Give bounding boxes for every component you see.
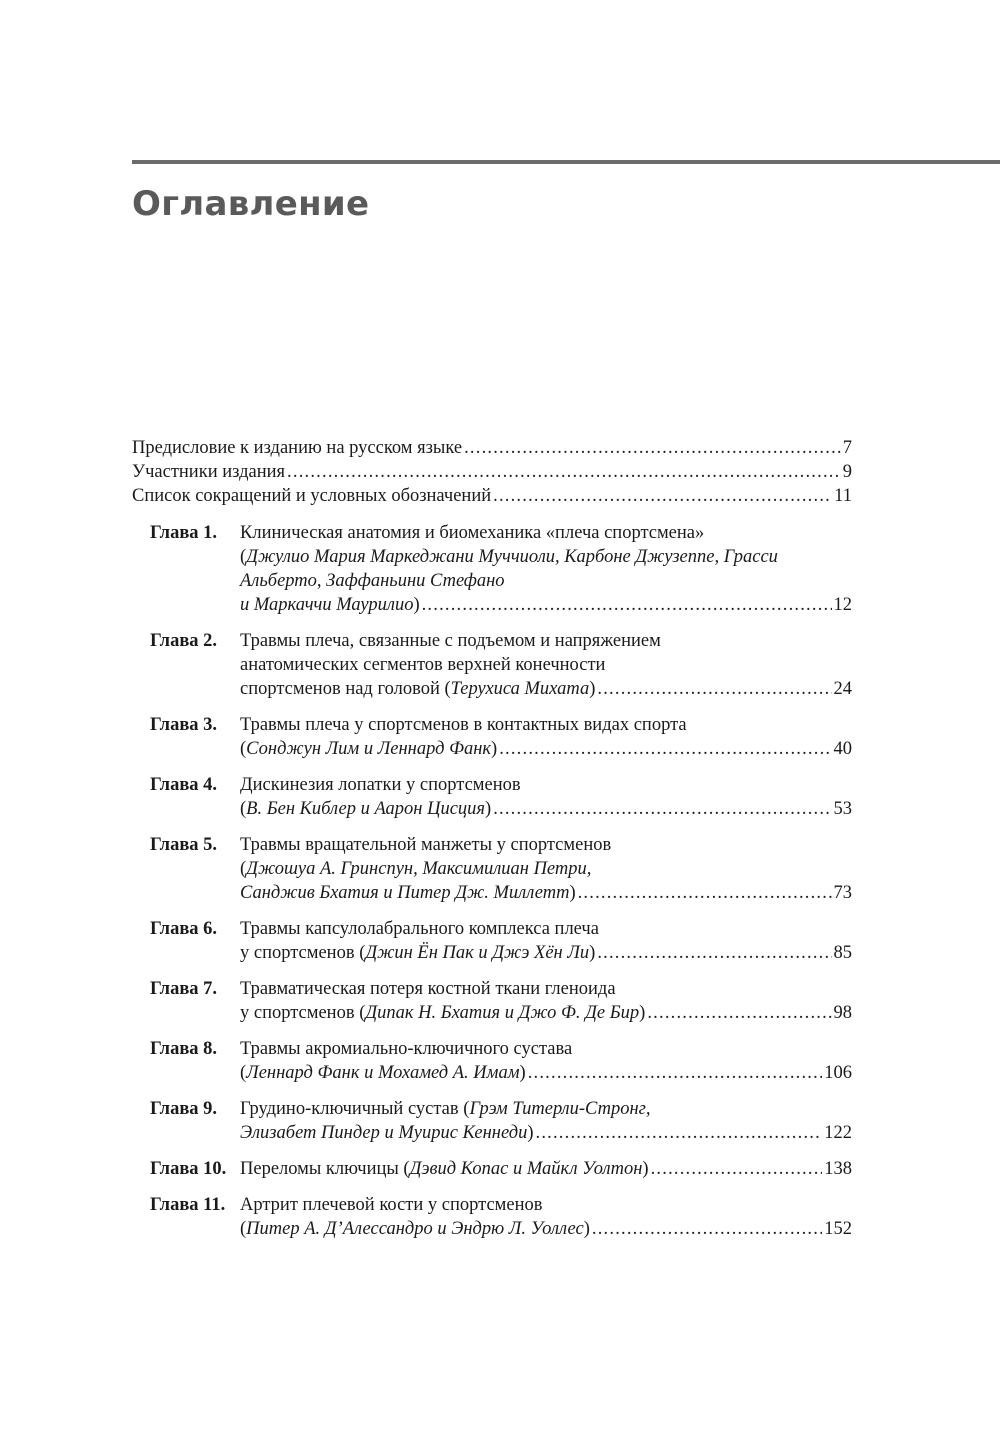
- chapter-authors: Санджив Бхатия и Питер Дж. Миллетт: [240, 883, 570, 903]
- leader-dots: [597, 941, 831, 965]
- toc-chapter-11[interactable]: Глава 11. Артрит плечевой кости у спортсменов (Питер А. Д’Алессандро и Эндрю Л. Уоллес) ..... 152: [132, 1193, 852, 1241]
- toc-chapter-6[interactable]: Глава 6. Травмы капсулолабрального комплекса плеча у спортсменов (Джин Ён Пак и Джэ Хён Ли) ..... 85: [132, 917, 852, 965]
- chapter-authors: Элизабет Пиндер и Муирис Кеннеди: [240, 1123, 528, 1143]
- toc-page-number: 106: [824, 1063, 852, 1083]
- toc-page-number: 138: [824, 1159, 852, 1179]
- leader-dots: [536, 1121, 823, 1145]
- leader-dots: [499, 737, 831, 761]
- chapter-title: Травмы плеча, связанные с подъемом и напряжением: [240, 631, 661, 651]
- toc-page-number: 9: [842, 462, 852, 482]
- toc-chapter-4[interactable]: Глава 4. Дискинезия лопатки у спортсменов (В. Бен Киблер и Аарон Цисция) ..... 53: [132, 773, 852, 821]
- chapter-title: Травмы вращательной манжеты у спортсменов: [240, 835, 612, 855]
- chapter-authors: В. Бен Киблер и Аарон Цисция: [246, 799, 486, 819]
- toc-page-number: 12: [833, 595, 852, 615]
- chapter-authors: Альберто, Заффаньини Стефано: [240, 571, 505, 591]
- chapter-authors: Сонджун Лим и Леннард Фанк: [246, 739, 492, 759]
- toc-chapter-5[interactable]: Глава 5. Травмы вращательной манжеты у спортсменов (Джошуа А. Гринспун, Максимилиан Петри, Санджив Бхатия и Питер Дж. Миллетт) ..... 73: [132, 833, 852, 905]
- chapter-title: Травмы акромиально-ключичного сустава: [240, 1039, 573, 1059]
- chapter-authors: Дипак Н. Бхатия и Джо Ф. Де Бир: [365, 1003, 640, 1023]
- leader-dots: [464, 436, 841, 460]
- toc-page-number: 24: [833, 679, 852, 699]
- chapter-title: Дискинезия лопатки у спортсменов: [240, 775, 521, 795]
- chapter-number: Глава 10.: [150, 1159, 227, 1179]
- toc-page-number: 85: [833, 943, 852, 963]
- table-of-contents: [132, 436, 852, 1241]
- toc-chapter-8[interactable]: Глава 8. Травмы акромиально-ключичного сустава (Леннард Фанк и Мохамед А. Имам) ..... 106: [132, 1037, 852, 1085]
- chapter-title: Артрит плечевой кости у спортсменов: [240, 1195, 543, 1215]
- toc-entry-label: Предисловие к изданию на русском языке: [132, 438, 463, 458]
- leader-dots: [597, 677, 831, 701]
- chapter-authors: Леннард Фанк и Мохамед А. Имам: [246, 1063, 520, 1083]
- chapter-title: у спортсменов: [240, 1003, 355, 1023]
- leader-dots: [528, 1061, 823, 1085]
- chapter-title: спортсменов над головой: [240, 679, 440, 699]
- chapter-authors: Грэм Титерли-Стронг,: [469, 1099, 651, 1119]
- toc-page-number: 98: [833, 1003, 852, 1023]
- chapter-authors: Дэвид Копас и Майкл Уолтон: [409, 1159, 643, 1179]
- toc-chapter-9[interactable]: Глава 9. Грудино-ключичный сустав (Грэм Титерли-Стронг, Элизабет Пиндер и Муирис Кеннеди) ..... 122: [132, 1097, 852, 1145]
- toc-chapter-1[interactable]: Глава 1. Клиническая анатомия и биомеханика «плеча спортсмена» (Джулио Мария Маркеджани Муччиоли, Карбоне Джузеппе, Грасси Альберто, Заффаньини Стефано и Маркаччи Маурилио) ..... 12: [132, 521, 852, 617]
- toc-chapter-3[interactable]: Глава 3. Травмы плеча у спортсменов в контактных видах спорта (Сонджун Лим и Леннард Фанк) ..... 40: [132, 713, 852, 761]
- toc-chapter-2[interactable]: Глава 2. Травмы плеча, связанные с подъемом и напряжением анатомических сегментов верхней конечности спортсменов над головой (Терухиса Михата) ..... 24: [132, 629, 852, 701]
- chapter-number: Глава 9.: [150, 1099, 218, 1119]
- chapter-number: Глава 3.: [150, 715, 218, 735]
- toc-page-number: 40: [833, 739, 852, 759]
- toc-entry-preface[interactable]: [132, 436, 852, 460]
- chapter-authors: Питер А. Д’Алессандро и Эндрю Л. Уоллес: [246, 1219, 584, 1239]
- chapter-title: Клиническая анатомия и биомеханика «плеча спортсмена»: [240, 523, 705, 543]
- header-rule: [132, 160, 1000, 164]
- leader-dots: [647, 1001, 831, 1025]
- chapter-number: Глава 11.: [150, 1195, 226, 1215]
- leader-dots: [651, 1157, 823, 1181]
- chapter-title: у спортсменов: [240, 943, 355, 963]
- chapter-title: Грудино-ключичный сустав: [240, 1099, 459, 1119]
- chapter-number: Глава 1.: [150, 523, 218, 543]
- toc-chapter-7[interactable]: Глава 7. Травматическая потеря костной ткани гленоида у спортсменов (Дипак Н. Бхатия и Джо Ф. Де Бир) ..... 98: [132, 977, 852, 1025]
- leader-dots: [422, 593, 832, 617]
- toc-page-number: 122: [824, 1123, 852, 1143]
- toc-entry-abbreviations[interactable]: [132, 484, 852, 508]
- chapter-number: Глава 6.: [150, 919, 218, 939]
- chapter-title: Травмы капсулолабрального комплекса плеча: [240, 919, 599, 939]
- toc-page-number: 73: [833, 883, 852, 903]
- chapter-authors: и Маркаччи Маурилио: [240, 595, 414, 615]
- chapter-authors: Джулио Мария Маркеджани Муччиоли, Карбоне Джузеппе, Грасси: [246, 547, 778, 567]
- leader-dots: [493, 797, 831, 821]
- toc-page-number: 53: [833, 799, 852, 819]
- chapter-title: Травматическая потеря костной ткани гленоида: [240, 979, 616, 999]
- chapter-number: Глава 7.: [150, 979, 218, 999]
- toc-page-number: 152: [824, 1219, 852, 1239]
- toc-page-number: 7: [842, 438, 852, 458]
- toc-entry-label: Участники издания: [132, 462, 286, 482]
- leader-dots: [592, 1217, 822, 1241]
- page-title: Оглавление: [132, 184, 370, 224]
- chapter-title: Переломы ключицы: [240, 1159, 399, 1179]
- chapter-number: Глава 4.: [150, 775, 218, 795]
- leader-dots: [287, 460, 841, 484]
- toc-page-number: 11: [834, 486, 852, 506]
- chapter-authors: Джошуа А. Гринспун, Максимилиан Петри,: [246, 859, 592, 879]
- toc-chapter-10[interactable]: Глава 10. Переломы ключицы (Дэвид Копас и Майкл Уолтон) ..... 138: [132, 1157, 852, 1181]
- chapter-title: анатомических сегментов верхней конечности: [240, 655, 606, 675]
- chapter-number: Глава 5.: [150, 835, 218, 855]
- leader-dots: [578, 881, 832, 905]
- chapter-number: Глава 8.: [150, 1039, 218, 1059]
- chapter-authors: Джин Ён Пак и Джэ Хён Ли: [365, 943, 590, 963]
- chapter-authors: Терухиса Михата: [450, 679, 590, 699]
- toc-entry-label: Список сокращений и условных обозначений: [132, 486, 492, 506]
- toc-entry-contributors[interactable]: [132, 460, 852, 484]
- leader-dots: [493, 484, 832, 508]
- chapter-title: Травмы плеча у спортсменов в контактных видах спорта: [240, 715, 687, 735]
- chapter-number: Глава 2.: [150, 631, 218, 651]
